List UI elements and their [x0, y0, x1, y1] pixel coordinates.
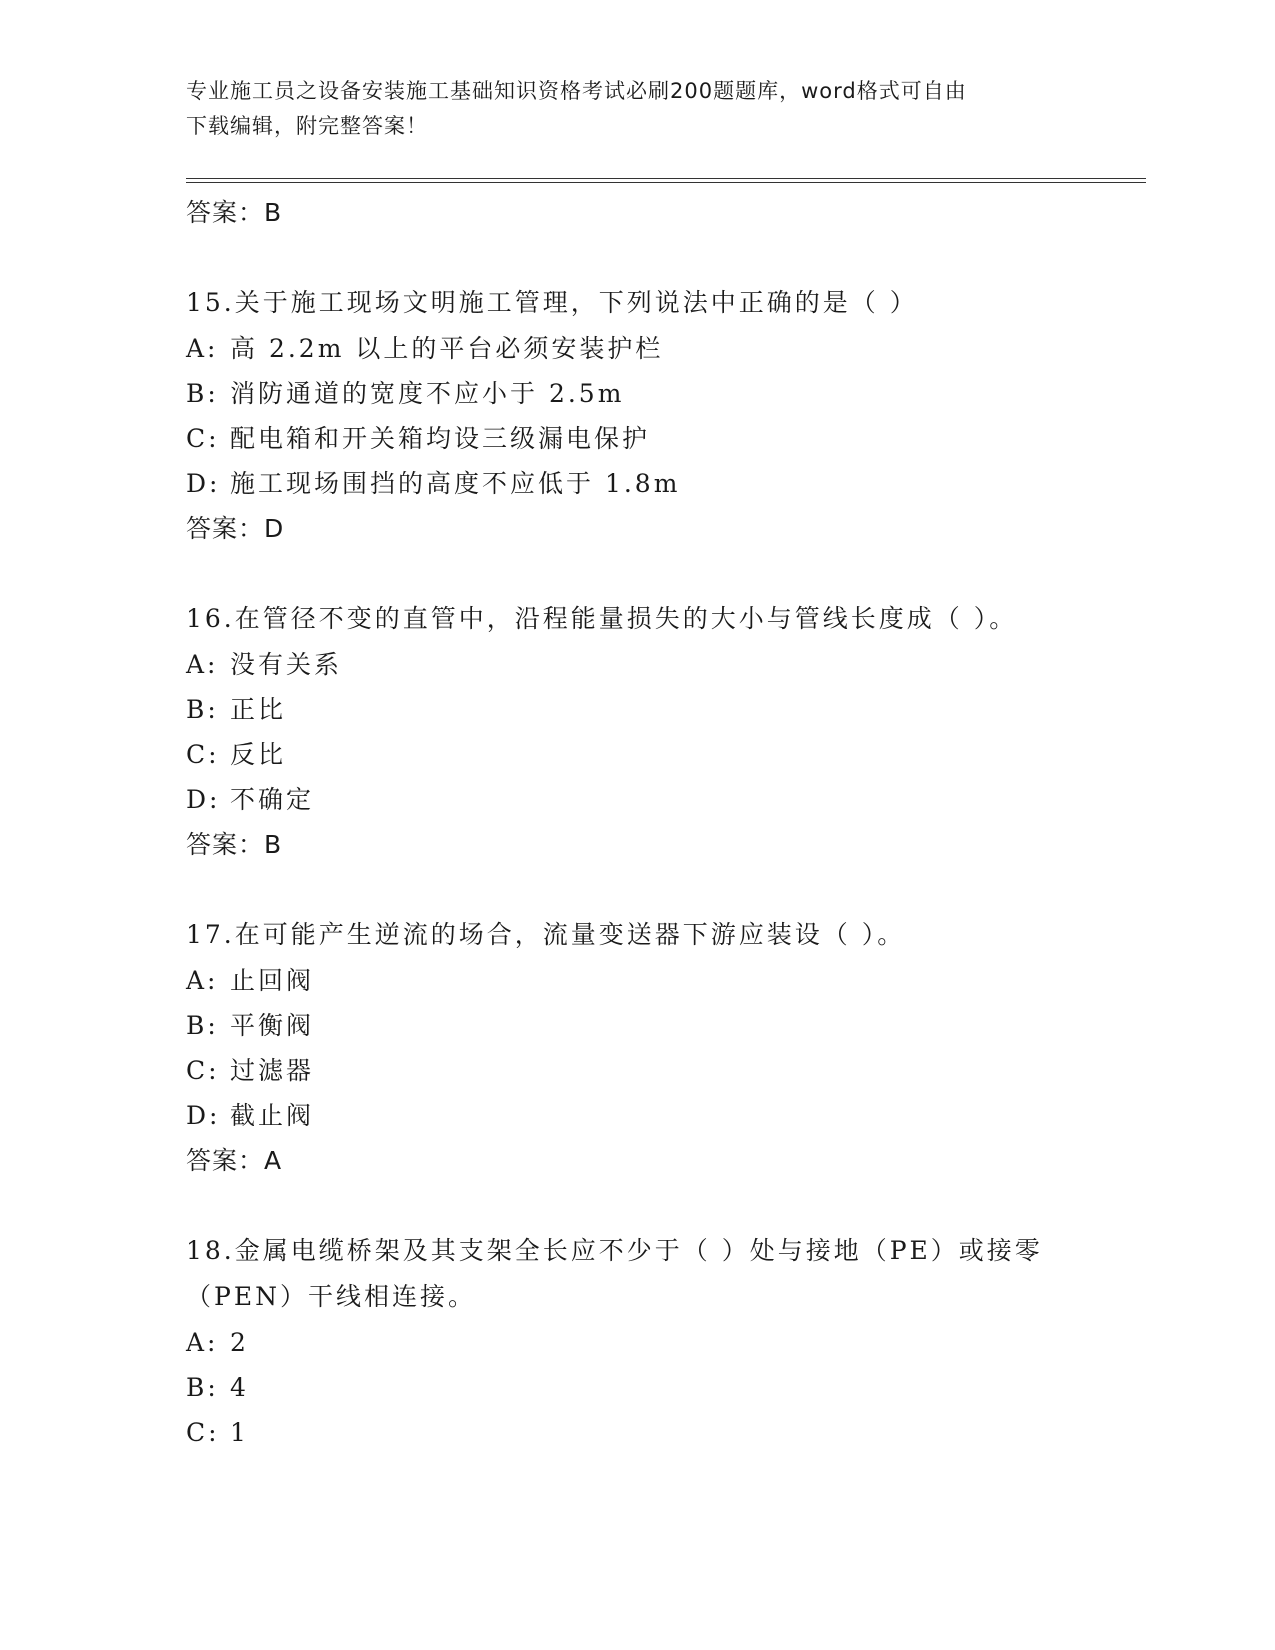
option-b	[186, 687, 1086, 732]
option-letter: C:	[186, 1056, 220, 1085]
option-letter: C:	[186, 424, 220, 453]
question-block	[186, 912, 1086, 1184]
answer-line: 答案：A	[186, 1146, 283, 1175]
question-list	[186, 190, 1086, 1455]
option-text: 正比	[230, 695, 287, 724]
option-d	[186, 777, 1086, 822]
option-text: 施工现场围挡的高度不应低于 1.8m	[230, 469, 681, 498]
option-a	[186, 1320, 1086, 1365]
option-text: 配电箱和开关箱均设三级漏电保护	[230, 424, 651, 453]
option-letter: D:	[186, 1101, 221, 1130]
answer-line: 答案：B	[186, 830, 283, 859]
header-divider-top	[186, 178, 1146, 179]
option-text: 没有关系	[230, 650, 343, 679]
option-letter: B:	[186, 379, 219, 408]
answer-line: 答案：B	[186, 198, 283, 227]
option-letter: B:	[186, 1373, 219, 1402]
option-letter: C:	[186, 740, 220, 769]
option-text: 2	[230, 1328, 249, 1357]
option-letter: A:	[186, 966, 219, 995]
option-c	[186, 1048, 1086, 1093]
question-block	[186, 1228, 1086, 1455]
option-b	[186, 1003, 1086, 1048]
option-a	[186, 958, 1086, 1003]
option-letter: A:	[186, 650, 219, 679]
header-line-2: 下载编辑，附完整答案！	[186, 114, 428, 138]
option-letter: B:	[186, 1011, 219, 1040]
header-divider-bottom	[186, 182, 1146, 183]
header-line-1: 专业施工员之设备安装施工基础知识资格考试必刷200题题库，word格式可自由	[186, 79, 967, 103]
question-text: 16.在管径不变的直管中，沿程能量损失的大小与管线长度成（ ）。	[186, 604, 1018, 633]
option-text: 4	[230, 1373, 249, 1402]
option-d	[186, 461, 1086, 506]
question-text: 17.在可能产生逆流的场合，流量变送器下游应装设（ ）。	[186, 920, 906, 949]
option-text: 消防通道的宽度不应小于 2.5m	[230, 379, 625, 408]
option-b	[186, 1365, 1086, 1410]
option-letter: A:	[186, 1328, 219, 1357]
option-text: 平衡阀	[230, 1011, 315, 1040]
option-b	[186, 371, 1086, 416]
option-text: 1	[230, 1418, 249, 1447]
option-text: 过滤器	[230, 1056, 315, 1085]
answer-line: 答案：D	[186, 514, 285, 543]
option-a	[186, 642, 1086, 687]
option-letter: C:	[186, 1418, 220, 1447]
option-text: 高 2.2m 以上的平台必须安装护栏	[230, 334, 664, 363]
option-d	[186, 1093, 1086, 1138]
option-letter: A:	[186, 334, 219, 363]
option-c	[186, 416, 1086, 461]
option-text: 止回阀	[230, 966, 315, 995]
option-a	[186, 326, 1086, 371]
option-text: 不确定	[230, 785, 315, 814]
option-letter: D:	[186, 785, 221, 814]
option-text: 反比	[230, 740, 287, 769]
option-letter: D:	[186, 469, 221, 498]
option-letter: B:	[186, 695, 219, 724]
question-block	[186, 280, 1086, 552]
page-header	[186, 74, 1086, 144]
question-text: 15.关于施工现场文明施工管理，下列说法中正确的是（ ）	[186, 288, 918, 317]
option-text: 截止阀	[230, 1101, 315, 1130]
question-text: 18.金属电缆桥架及其支架全长应不少于（ ）处与接地（PE）或接零（PEN）干线相连接。	[186, 1236, 1043, 1311]
option-c	[186, 1410, 1086, 1455]
question-block	[186, 596, 1086, 868]
option-c	[186, 732, 1086, 777]
